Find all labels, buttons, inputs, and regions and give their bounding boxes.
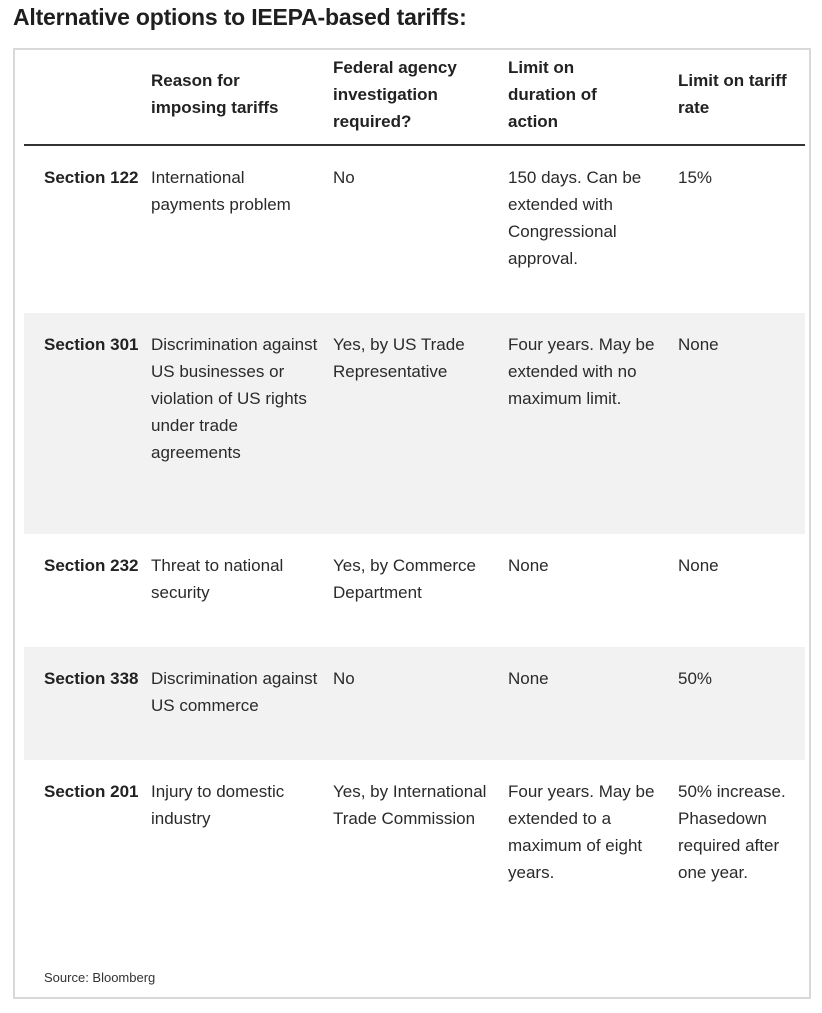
row-rate: 15%: [678, 168, 713, 187]
table-row-section-301: [24, 313, 805, 534]
row-section-label: Section 301: [44, 335, 139, 354]
row-investigation: Yes, by International Trade Commission: [333, 782, 487, 828]
row-investigation: No: [333, 669, 355, 688]
row-rate: None: [678, 335, 719, 354]
row-rate: None: [678, 556, 719, 575]
table-header-row: [24, 50, 805, 146]
row-rate: 50%: [678, 669, 713, 688]
header-duration: Limit on duration of action: [508, 58, 597, 131]
table-row-section-201: [24, 760, 805, 950]
header-investigation: Federal agency investigation required?: [333, 58, 457, 131]
row-investigation: Yes, by Commerce Department: [333, 556, 476, 602]
row-investigation: Yes, by US Trade Representative: [333, 335, 465, 381]
header-rate: Limit on tariff rate: [678, 71, 787, 117]
row-section-label: Section 232: [44, 556, 139, 575]
table-row-section-232: [24, 534, 805, 647]
row-reason: Discrimination against US commerce: [151, 669, 318, 715]
row-reason: Threat to national security: [151, 556, 284, 602]
row-reason: Injury to domestic industry: [151, 782, 285, 828]
table-row-section-122: [24, 146, 805, 313]
row-rate: 50% increase. Phasedown required after one year.: [678, 782, 786, 882]
row-duration: Four years. May be extended with no maximum limit.: [508, 335, 655, 408]
row-section-label: Section 122: [44, 168, 139, 187]
source-note: Source: Bloomberg: [44, 970, 156, 985]
row-duration: 150 days. Can be extended with Congressional approval.: [508, 168, 642, 268]
row-section-label: Section 338: [44, 669, 139, 688]
row-duration: Four years. May be extended to a maximum of eight years.: [508, 782, 655, 882]
row-reason: International payments problem: [151, 168, 291, 214]
row-reason: Discrimination against US businesses or violation of US rights under trade agreements: [151, 335, 318, 462]
table-row-section-338: [24, 647, 805, 760]
row-investigation: No: [333, 168, 355, 187]
header-reason: Reason for imposing tariffs: [151, 71, 279, 117]
row-section-label: Section 201: [44, 782, 139, 801]
page-title: Alternative options to IEEPA-based tariffs:: [13, 4, 467, 30]
row-duration: None: [508, 669, 549, 688]
tariff-options-table: [13, 48, 811, 999]
row-duration: None: [508, 556, 549, 575]
